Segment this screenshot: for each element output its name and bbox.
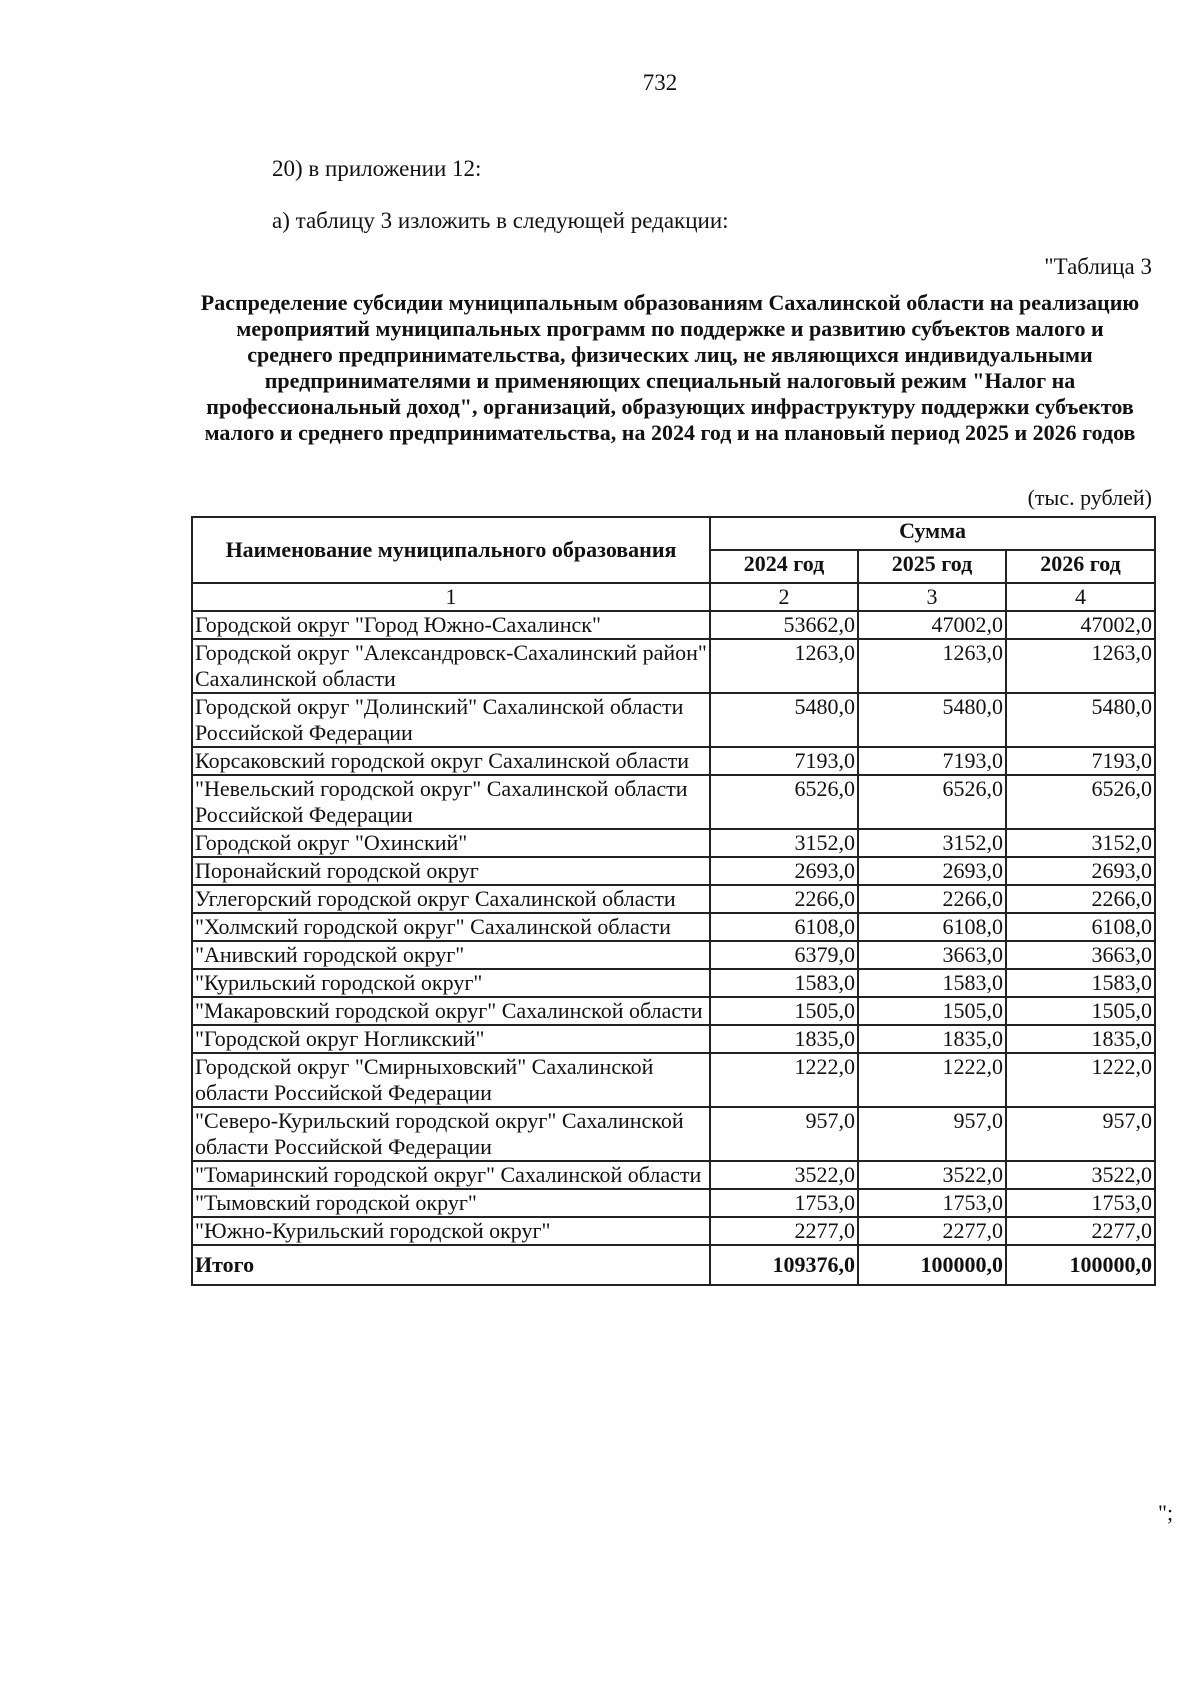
amount-2024: 3152,0 [710, 829, 858, 857]
amount-2025: 1583,0 [858, 969, 1006, 997]
amount-2024: 7193,0 [710, 747, 858, 775]
municipality-name: Углегорский городской округ Сахалинской области [192, 885, 710, 913]
amount-2026: 3522,0 [1006, 1161, 1155, 1189]
municipality-name: Городской округ "Смирныховский" Сахалинской области Российской Федерации [192, 1053, 710, 1107]
total-row [192, 1245, 1155, 1285]
table-row [192, 1107, 1155, 1161]
page-number: 732 [642, 70, 678, 95]
amount-2024: 1222,0 [710, 1053, 858, 1107]
total-2025: 100000,0 [858, 1245, 1006, 1285]
table-row [192, 857, 1155, 885]
amount-2024: 2277,0 [710, 1217, 858, 1245]
amount-2024: 1753,0 [710, 1189, 858, 1217]
amount-2024: 1835,0 [710, 1025, 858, 1053]
amount-2025: 6108,0 [858, 913, 1006, 941]
amount-2024: 6526,0 [710, 775, 858, 829]
municipality-name: "Южно-Курильский городской округ" [192, 1217, 710, 1245]
amount-2025: 1753,0 [858, 1189, 1006, 1217]
table-row [192, 1025, 1155, 1053]
municipality-name: Городской округ "Охинский" [192, 829, 710, 857]
municipality-name: "Тымовский городской округ" [192, 1189, 710, 1217]
total-2024: 109376,0 [710, 1245, 858, 1285]
table-row [192, 1189, 1155, 1217]
table-row [192, 885, 1155, 913]
municipality-name: "Городской округ Ногликский" [192, 1025, 710, 1053]
table-row [192, 1217, 1155, 1245]
amount-2024: 1583,0 [710, 969, 858, 997]
amount-2026: 2693,0 [1006, 857, 1155, 885]
table-row [192, 941, 1155, 969]
municipality-name: "Томаринский городской округ" Сахалинской области [192, 1161, 710, 1189]
table-row [192, 611, 1155, 639]
amount-2026: 2277,0 [1006, 1217, 1155, 1245]
amount-2025: 1263,0 [858, 639, 1006, 693]
total-label: Итого [192, 1245, 710, 1285]
municipality-name: "Невельский городской округ" Сахалинской области Российской Федерации [192, 775, 710, 829]
amount-2026: 1835,0 [1006, 1025, 1155, 1053]
header-sum: Сумма [710, 517, 1155, 550]
header-year-2026: 2026 год [1006, 550, 1155, 583]
table-row [192, 639, 1155, 693]
municipality-name: "Северо-Курильский городской округ" Сахалинской области Российской Федерации [192, 1107, 710, 1161]
table-row [192, 997, 1155, 1025]
table-title: Распределение субсидии муниципальным образованиям Сахалинской области на реализацию мероприятий муниципальных программ по поддержке и развитию субъектов малого и среднего предпринимательства, физических лиц, не являющихся индивидуальными предпринимателями и применяющих специальный налоговый режим "Налог на профессиональный доход", организаций, образующих инфраструктуру поддержки субъектов малого и среднего предпринимательства, на 2024 год и на плановый период 2025 и 2026 годов [200, 290, 1140, 445]
table-row [192, 969, 1155, 997]
table-row [192, 1053, 1155, 1107]
amount-2025: 957,0 [858, 1107, 1006, 1161]
amount-2025: 3663,0 [858, 941, 1006, 969]
amount-2024: 2693,0 [710, 857, 858, 885]
municipality-name: Корсаковский городской округ Сахалинской области [192, 747, 710, 775]
table-row [192, 747, 1155, 775]
amount-2024: 1263,0 [710, 639, 858, 693]
amount-2025: 6526,0 [858, 775, 1006, 829]
amount-2025: 3522,0 [858, 1161, 1006, 1189]
amount-2024: 53662,0 [710, 611, 858, 639]
amount-2026: 6526,0 [1006, 775, 1155, 829]
amount-2026: 2266,0 [1006, 885, 1155, 913]
table-row [192, 913, 1155, 941]
amount-2026: 47002,0 [1006, 611, 1155, 639]
amount-2026: 1263,0 [1006, 639, 1155, 693]
column-number: 4 [1006, 583, 1155, 611]
amount-2026: 3663,0 [1006, 941, 1155, 969]
municipality-name: "Макаровский городской округ" Сахалинской области [192, 997, 710, 1025]
municipality-name: "Анивский городской округ" [192, 941, 710, 969]
subsidy-distribution-table [191, 516, 1156, 1286]
amount-2025: 2693,0 [858, 857, 1006, 885]
amount-2026: 5480,0 [1006, 693, 1155, 747]
amount-2026: 1222,0 [1006, 1053, 1155, 1107]
amount-2025: 1835,0 [858, 1025, 1006, 1053]
amount-2024: 6108,0 [710, 913, 858, 941]
amount-2025: 2266,0 [858, 885, 1006, 913]
municipality-name: Городской округ "Александровск-Сахалинский район" Сахалинской области [192, 639, 710, 693]
municipality-name: Поронайский городской округ [192, 857, 710, 885]
header-year-2025: 2025 год [858, 550, 1006, 583]
amount-2024: 2266,0 [710, 885, 858, 913]
amount-2025: 1505,0 [858, 997, 1006, 1025]
amendment-item: 20) в приложении 12: [272, 156, 482, 181]
table-row [192, 1161, 1155, 1189]
amount-2026: 6108,0 [1006, 913, 1155, 941]
amount-2026: 957,0 [1006, 1107, 1155, 1161]
header-year-2024: 2024 год [710, 550, 858, 583]
amount-2026: 7193,0 [1006, 747, 1155, 775]
amount-2024: 6379,0 [710, 941, 858, 969]
amount-2024: 957,0 [710, 1107, 858, 1161]
closing-quote-mark: "; [1158, 1500, 1174, 1525]
amount-2024: 1505,0 [710, 997, 858, 1025]
municipality-name: Городской округ "Долинский" Сахалинской области Российской Федерации [192, 693, 710, 747]
municipality-name: "Курильский городской округ" [192, 969, 710, 997]
amount-2026: 1753,0 [1006, 1189, 1155, 1217]
table-row [192, 829, 1155, 857]
table-label: "Таблица 3 [1044, 254, 1152, 279]
column-number: 2 [710, 583, 858, 611]
column-number: 1 [192, 583, 710, 611]
total-2026: 100000,0 [1006, 1245, 1155, 1285]
amount-2025: 5480,0 [858, 693, 1006, 747]
amount-2024: 5480,0 [710, 693, 858, 747]
municipality-name: "Холмский городской округ" Сахалинской области [192, 913, 710, 941]
table-row [192, 693, 1155, 747]
amount-2025: 2277,0 [858, 1217, 1006, 1245]
amount-2026: 1505,0 [1006, 997, 1155, 1025]
amount-2025: 1222,0 [858, 1053, 1006, 1107]
units-label: (тыс. рублей) [1027, 485, 1152, 510]
amount-2025: 3152,0 [858, 829, 1006, 857]
amount-2024: 3522,0 [710, 1161, 858, 1189]
amount-2026: 3152,0 [1006, 829, 1155, 857]
amount-2025: 47002,0 [858, 611, 1006, 639]
amount-2025: 7193,0 [858, 747, 1006, 775]
table-row [192, 775, 1155, 829]
column-number: 3 [858, 583, 1006, 611]
header-name: Наименование муниципального образования [192, 517, 710, 583]
amendment-subitem: а) таблицу 3 изложить в следующей редакции: [272, 208, 729, 233]
municipality-name: Городской округ "Город Южно-Сахалинск" [192, 611, 710, 639]
amount-2026: 1583,0 [1006, 969, 1155, 997]
